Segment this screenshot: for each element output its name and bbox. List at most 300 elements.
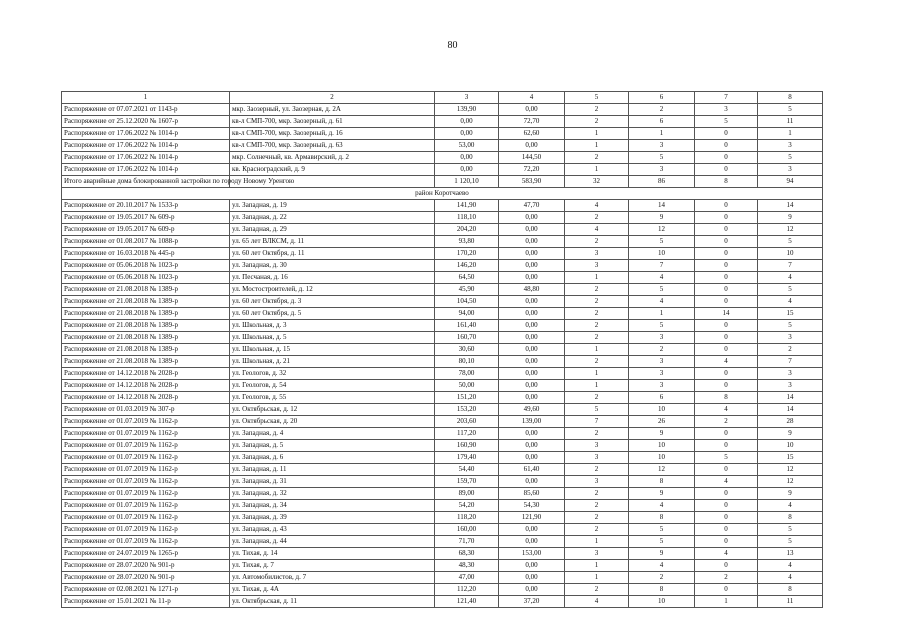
col-8-cell: 8 — [758, 512, 823, 524]
col-7-cell: 4 — [695, 548, 758, 560]
document-cell: Распоряжение от 01.07.2019 № 1162-р — [62, 524, 230, 536]
document-cell: Распоряжение от 01.07.2019 № 1162-р — [62, 428, 230, 440]
area-1-cell: 93,80 — [435, 236, 499, 248]
col-5-cell: 3 — [565, 476, 629, 488]
address-cell: ул. Песчаная, д. 16 — [230, 272, 435, 284]
area-1-cell: 204,20 — [435, 224, 499, 236]
col-7-cell: 1 — [695, 596, 758, 608]
column-number-7: 7 — [695, 92, 758, 104]
col-7-cell: 0 — [695, 236, 758, 248]
document-cell: Распоряжение от 01.07.2019 № 1162-р — [62, 452, 230, 464]
col-7-cell: 0 — [695, 128, 758, 140]
col-6-cell: 2 — [629, 344, 695, 356]
col-5-cell: 4 — [565, 596, 629, 608]
col-5-cell: 2 — [565, 296, 629, 308]
table-row — [62, 392, 823, 404]
address-cell: ул. Западная, д. 19 — [230, 200, 435, 212]
document-cell: Распоряжение от 01.07.2019 № 1162-р — [62, 512, 230, 524]
col-6-cell: 10 — [629, 248, 695, 260]
address-cell: ул. 60 лет Октября, д. 3 — [230, 296, 435, 308]
area-2-cell: 37,20 — [499, 596, 565, 608]
document-cell: Распоряжение от 14.12.2018 № 2028-р — [62, 392, 230, 404]
col-7-cell: 0 — [695, 272, 758, 284]
table-row — [62, 380, 823, 392]
area-2-cell: 0,00 — [499, 320, 565, 332]
table-row — [62, 212, 823, 224]
col-7-cell: 5 — [695, 452, 758, 464]
area-1-cell: 94,00 — [435, 308, 499, 320]
col-7-cell: 0 — [695, 164, 758, 176]
column-number-2: 2 — [230, 92, 435, 104]
col-8-cell: 3 — [758, 380, 823, 392]
area-2-cell: 0,00 — [499, 272, 565, 284]
col-5-cell: 2 — [565, 392, 629, 404]
col-8-cell: 3 — [758, 332, 823, 344]
col-7-cell: 0 — [695, 140, 758, 152]
table-row — [62, 236, 823, 248]
address-cell: ул. Западная, д. 29 — [230, 224, 435, 236]
address-cell: ул. Западная, д. 6 — [230, 452, 435, 464]
col-8-cell: 4 — [758, 572, 823, 584]
address-cell: ул. Западная, д. 31 — [230, 476, 435, 488]
table-row — [62, 344, 823, 356]
area-1-cell: 71,70 — [435, 536, 499, 548]
col-8-cell: 8 — [758, 584, 823, 596]
document-cell: Распоряжение от 17.06.2022 № 1014-р — [62, 140, 230, 152]
address-cell: ул. Западная, д. 43 — [230, 524, 435, 536]
col-5-cell: 3 — [565, 440, 629, 452]
col-8-cell: 7 — [758, 260, 823, 272]
col-6-cell: 4 — [629, 560, 695, 572]
col-8-cell: 10 — [758, 440, 823, 452]
document-cell: Распоряжение от 14.12.2018 № 2028-р — [62, 380, 230, 392]
col-8-cell: 14 — [758, 392, 823, 404]
area-1-cell: 141,90 — [435, 200, 499, 212]
address-cell: ул. Школьная, д. 3 — [230, 320, 435, 332]
col-5-cell: 2 — [565, 488, 629, 500]
column-number-1: 1 — [62, 92, 230, 104]
area-1-cell: 48,30 — [435, 560, 499, 572]
document-cell: Распоряжение от 19.05.2017 № 609-р — [62, 224, 230, 236]
address-cell: ул. Тихая, д. 14 — [230, 548, 435, 560]
document-cell: Распоряжение от 25.12.2020 № 1607-р — [62, 116, 230, 128]
area-2-cell: 0,00 — [499, 224, 565, 236]
col-5-cell: 1 — [565, 572, 629, 584]
col-5-cell: 1 — [565, 560, 629, 572]
area-1-cell: 159,70 — [435, 476, 499, 488]
area-1-cell: 80,10 — [435, 356, 499, 368]
table-body — [62, 92, 823, 608]
col-7-cell: 0 — [695, 296, 758, 308]
address-cell: ул. Тихая, д. 4А — [230, 584, 435, 596]
col-6-cell: 3 — [629, 356, 695, 368]
col-5-cell: 2 — [565, 500, 629, 512]
area-2-cell: 0,00 — [499, 572, 565, 584]
area-1-cell: 1 120,10 — [435, 176, 499, 188]
col-5-cell: 1 — [565, 536, 629, 548]
address-cell: ул. Октябрьская, д. 12 — [230, 404, 435, 416]
table-row — [62, 440, 823, 452]
area-2-cell: 153,00 — [499, 548, 565, 560]
area-1-cell: 146,20 — [435, 260, 499, 272]
col-6-cell: 12 — [629, 224, 695, 236]
col-5-cell: 2 — [565, 284, 629, 296]
col-8-cell: 5 — [758, 524, 823, 536]
area-2-cell: 0,00 — [499, 560, 565, 572]
area-2-cell: 0,00 — [499, 584, 565, 596]
area-2-cell: 0,00 — [499, 260, 565, 272]
table-row — [62, 596, 823, 608]
document-cell: Распоряжение от 01.07.2019 № 1162-р — [62, 488, 230, 500]
document-cell: Распоряжение от 28.07.2020 № 901-р — [62, 560, 230, 572]
col-8-cell: 12 — [758, 476, 823, 488]
address-cell: ул. Геологов, д. 55 — [230, 392, 435, 404]
address-cell: мкр. Заозерный, ул. Заозерная, д. 2А — [230, 104, 435, 116]
area-2-cell: 0,00 — [499, 248, 565, 260]
area-1-cell: 68,30 — [435, 548, 499, 560]
col-7-cell: 0 — [695, 500, 758, 512]
col-6-cell: 5 — [629, 320, 695, 332]
table-row — [62, 476, 823, 488]
area-2-cell: 72,70 — [499, 116, 565, 128]
col-6-cell: 10 — [629, 404, 695, 416]
table-row — [62, 404, 823, 416]
area-1-cell: 161,40 — [435, 320, 499, 332]
col-7-cell: 14 — [695, 308, 758, 320]
document-cell: Распоряжение от 01.07.2019 № 1162-р — [62, 464, 230, 476]
col-7-cell: 0 — [695, 512, 758, 524]
col-8-cell: 4 — [758, 296, 823, 308]
col-5-cell: 2 — [565, 524, 629, 536]
table-row — [62, 272, 823, 284]
area-1-cell: 121,40 — [435, 596, 499, 608]
page-number: 80 — [447, 40, 458, 51]
area-1-cell: 170,20 — [435, 248, 499, 260]
address-cell: ул. Тихая, д. 7 — [230, 560, 435, 572]
col-7-cell: 8 — [695, 176, 758, 188]
address-cell: ул. Западная, д. 39 — [230, 512, 435, 524]
registry-table — [61, 91, 823, 608]
area-1-cell: 47,00 — [435, 572, 499, 584]
col-8-cell: 12 — [758, 224, 823, 236]
col-7-cell: 0 — [695, 368, 758, 380]
col-6-cell: 1 — [629, 308, 695, 320]
address-cell: ул. Октябрьская, д. 20 — [230, 416, 435, 428]
area-2-cell: 0,00 — [499, 368, 565, 380]
area-2-cell: 0,00 — [499, 440, 565, 452]
col-6-cell: 5 — [629, 152, 695, 164]
address-cell: ул. 65 лет ВЛКСМ, д. 11 — [230, 236, 435, 248]
col-8-cell: 4 — [758, 560, 823, 572]
col-7-cell: 5 — [695, 116, 758, 128]
document-cell: Распоряжение от 16.03.2018 № 445-р — [62, 248, 230, 260]
address-cell: ул. Западная, д. 32 — [230, 488, 435, 500]
col-7-cell: 0 — [695, 224, 758, 236]
table-row — [62, 368, 823, 380]
area-1-cell: 54,40 — [435, 464, 499, 476]
col-6-cell: 26 — [629, 416, 695, 428]
document-cell: Распоряжение от 21.08.2018 № 1389-р — [62, 296, 230, 308]
col-6-cell: 10 — [629, 596, 695, 608]
table-row — [62, 488, 823, 500]
table-row — [62, 260, 823, 272]
col-8-cell: 5 — [758, 104, 823, 116]
address-cell: ул. Западная, д. 30 — [230, 260, 435, 272]
table-row — [62, 356, 823, 368]
col-8-cell: 5 — [758, 536, 823, 548]
address-cell: ул. Западная, д. 5 — [230, 440, 435, 452]
document-cell: Распоряжение от 01.07.2019 № 1162-р — [62, 440, 230, 452]
col-6-cell: 3 — [629, 164, 695, 176]
document-cell: Распоряжение от 24.07.2019 № 1265-р — [62, 548, 230, 560]
area-2-cell: 0,00 — [499, 476, 565, 488]
table-row — [62, 308, 823, 320]
area-2-cell: 0,00 — [499, 344, 565, 356]
column-number-6: 6 — [629, 92, 695, 104]
col-6-cell: 5 — [629, 536, 695, 548]
area-2-cell: 47,70 — [499, 200, 565, 212]
col-8-cell: 28 — [758, 416, 823, 428]
address-cell: ул. Западная, д. 22 — [230, 212, 435, 224]
area-1-cell: 203,60 — [435, 416, 499, 428]
table-row — [62, 452, 823, 464]
col-8-cell: 13 — [758, 548, 823, 560]
col-6-cell: 9 — [629, 428, 695, 440]
col-5-cell: 2 — [565, 104, 629, 116]
area-1-cell: 118,10 — [435, 212, 499, 224]
area-2-cell: 0,00 — [499, 212, 565, 224]
col-5-cell: 1 — [565, 272, 629, 284]
col-6-cell: 9 — [629, 488, 695, 500]
col-7-cell: 4 — [695, 404, 758, 416]
area-1-cell: 160,70 — [435, 332, 499, 344]
document-cell: Распоряжение от 21.08.2018 № 1389-р — [62, 284, 230, 296]
area-1-cell: 54,20 — [435, 500, 499, 512]
area-1-cell: 50,00 — [435, 380, 499, 392]
col-5-cell: 1 — [565, 140, 629, 152]
area-2-cell: 0,00 — [499, 536, 565, 548]
document-cell: Распоряжение от 19.05.2017 № 609-р — [62, 212, 230, 224]
document-cell: Распоряжение от 05.06.2018 № 1023-р — [62, 272, 230, 284]
col-7-cell: 0 — [695, 212, 758, 224]
col-5-cell: 2 — [565, 512, 629, 524]
col-6-cell: 12 — [629, 464, 695, 476]
col-7-cell: 0 — [695, 560, 758, 572]
col-7-cell: 8 — [695, 392, 758, 404]
area-2-cell: 0,00 — [499, 104, 565, 116]
col-8-cell: 5 — [758, 284, 823, 296]
col-6-cell: 3 — [629, 140, 695, 152]
col-7-cell: 0 — [695, 584, 758, 596]
col-7-cell: 0 — [695, 464, 758, 476]
col-5-cell: 2 — [565, 428, 629, 440]
address-cell: ул. Западная, д. 4 — [230, 428, 435, 440]
section-row — [62, 188, 823, 200]
table-row — [62, 116, 823, 128]
col-7-cell: 4 — [695, 476, 758, 488]
area-2-cell: 139,00 — [499, 416, 565, 428]
area-1-cell: 64,50 — [435, 272, 499, 284]
col-5-cell: 2 — [565, 236, 629, 248]
col-7-cell: 3 — [695, 104, 758, 116]
area-2-cell: 0,00 — [499, 380, 565, 392]
document-cell: Распоряжение от 17.06.2022 № 1014-р — [62, 164, 230, 176]
address-cell: ул. Западная, д. 44 — [230, 536, 435, 548]
col-6-cell: 2 — [629, 572, 695, 584]
col-5-cell: 1 — [565, 380, 629, 392]
col-5-cell: 1 — [565, 128, 629, 140]
table-row — [62, 464, 823, 476]
col-6-cell: 4 — [629, 500, 695, 512]
table-row — [62, 104, 823, 116]
address-cell: мкр. Солнечный, кв. Армавирский, д. 2 — [230, 152, 435, 164]
col-6-cell: 6 — [629, 392, 695, 404]
document-cell: Распоряжение от 21.08.2018 № 1389-р — [62, 344, 230, 356]
address-cell: ул. Школьная, д. 5 — [230, 332, 435, 344]
document-cell: Распоряжение от 17.06.2022 № 1014-р — [62, 128, 230, 140]
col-5-cell: 3 — [565, 452, 629, 464]
col-6-cell: 3 — [629, 368, 695, 380]
col-5-cell: 3 — [565, 260, 629, 272]
area-1-cell: 78,00 — [435, 368, 499, 380]
col-6-cell: 8 — [629, 476, 695, 488]
col-8-cell: 1 — [758, 128, 823, 140]
col-6-cell: 14 — [629, 200, 695, 212]
area-2-cell: 0,00 — [499, 428, 565, 440]
col-8-cell: 3 — [758, 164, 823, 176]
col-6-cell: 3 — [629, 380, 695, 392]
col-5-cell: 4 — [565, 224, 629, 236]
table-row — [62, 284, 823, 296]
table-row — [62, 164, 823, 176]
document-cell: Распоряжение от 01.07.2019 № 1162-р — [62, 536, 230, 548]
col-6-cell: 10 — [629, 440, 695, 452]
table-row — [62, 140, 823, 152]
area-2-cell: 62,60 — [499, 128, 565, 140]
col-8-cell: 7 — [758, 356, 823, 368]
col-7-cell: 2 — [695, 572, 758, 584]
col-5-cell: 2 — [565, 212, 629, 224]
column-number-4: 4 — [499, 92, 565, 104]
col-8-cell: 5 — [758, 236, 823, 248]
table-row — [62, 560, 823, 572]
area-1-cell: 0,00 — [435, 164, 499, 176]
col-8-cell: 4 — [758, 500, 823, 512]
column-number-8: 8 — [758, 92, 823, 104]
col-6-cell: 5 — [629, 284, 695, 296]
address-cell: ул. Западная, д. 11 — [230, 464, 435, 476]
col-6-cell: 4 — [629, 272, 695, 284]
col-6-cell: 5 — [629, 236, 695, 248]
area-2-cell: 144,50 — [499, 152, 565, 164]
document-cell: Распоряжение от 21.08.2018 № 1389-р — [62, 356, 230, 368]
col-5-cell: 2 — [565, 308, 629, 320]
document-cell: Распоряжение от 01.07.2019 № 1162-р — [62, 416, 230, 428]
area-2-cell: 0,00 — [499, 392, 565, 404]
col-5-cell: 2 — [565, 584, 629, 596]
area-1-cell: 53,00 — [435, 140, 499, 152]
address-cell: кв-л СМП-700, мкр. Заозерный, д. 16 — [230, 128, 435, 140]
document-cell: Распоряжение от 02.08.2021 № 1271-р — [62, 584, 230, 596]
area-2-cell: 85,60 — [499, 488, 565, 500]
address-cell: кв-л СМП-700, мкр. Заозерный, д. 63 — [230, 140, 435, 152]
area-1-cell: 179,40 — [435, 452, 499, 464]
area-2-cell: 0,00 — [499, 296, 565, 308]
area-2-cell: 0,00 — [499, 308, 565, 320]
col-5-cell: 2 — [565, 116, 629, 128]
col-6-cell: 7 — [629, 260, 695, 272]
table-row — [62, 248, 823, 260]
document-cell: Распоряжение от 07.07.2021 от 1143-р — [62, 104, 230, 116]
col-6-cell: 1 — [629, 128, 695, 140]
col-6-cell: 86 — [629, 176, 695, 188]
col-5-cell: 1 — [565, 344, 629, 356]
table-row — [62, 152, 823, 164]
total-row — [62, 176, 823, 188]
area-1-cell: 153,20 — [435, 404, 499, 416]
col-5-cell: 2 — [565, 356, 629, 368]
col-7-cell: 0 — [695, 152, 758, 164]
col-7-cell: 0 — [695, 488, 758, 500]
col-8-cell: 9 — [758, 212, 823, 224]
area-2-cell: 0,00 — [499, 332, 565, 344]
col-7-cell: 0 — [695, 440, 758, 452]
col-8-cell: 11 — [758, 116, 823, 128]
section-title: район Коротчаево — [62, 188, 823, 200]
col-8-cell: 3 — [758, 368, 823, 380]
document-cell: Распоряжение от 01.07.2019 № 1162-р — [62, 500, 230, 512]
col-5-cell: 5 — [565, 404, 629, 416]
col-8-cell: 5 — [758, 320, 823, 332]
address-cell: ул. Геологов, д. 54 — [230, 380, 435, 392]
col-5-cell: 2 — [565, 332, 629, 344]
document-cell: Распоряжение от 17.06.2022 № 1014-р — [62, 152, 230, 164]
col-5-cell: 2 — [565, 464, 629, 476]
col-5-cell: 1 — [565, 164, 629, 176]
col-7-cell: 0 — [695, 284, 758, 296]
col-5-cell: 7 — [565, 416, 629, 428]
col-5-cell: 3 — [565, 548, 629, 560]
area-1-cell: 89,00 — [435, 488, 499, 500]
area-2-cell: 0,00 — [499, 524, 565, 536]
address-cell: ул. Автомобилистов, д. 7 — [230, 572, 435, 584]
col-7-cell: 0 — [695, 320, 758, 332]
area-1-cell: 30,60 — [435, 344, 499, 356]
area-2-cell: 0,00 — [499, 236, 565, 248]
col-5-cell: 3 — [565, 248, 629, 260]
col-7-cell: 4 — [695, 356, 758, 368]
col-8-cell: 9 — [758, 488, 823, 500]
col-8-cell: 15 — [758, 308, 823, 320]
col-8-cell: 12 — [758, 464, 823, 476]
area-2-cell: 49,60 — [499, 404, 565, 416]
document-cell: Распоряжение от 01.03.2019 № 307-р — [62, 404, 230, 416]
address-cell: ул. Октябрьская, д. 11 — [230, 596, 435, 608]
col-8-cell: 15 — [758, 452, 823, 464]
col-6-cell: 3 — [629, 332, 695, 344]
area-1-cell: 0,00 — [435, 116, 499, 128]
area-1-cell: 117,20 — [435, 428, 499, 440]
table-row — [62, 512, 823, 524]
area-2-cell: 0,00 — [499, 140, 565, 152]
table-row — [62, 128, 823, 140]
col-8-cell: 14 — [758, 200, 823, 212]
col-6-cell: 9 — [629, 548, 695, 560]
document-cell: Распоряжение от 20.10.2017 № 1533-р — [62, 200, 230, 212]
col-8-cell: 9 — [758, 428, 823, 440]
address-cell: ул. 60 лет Октября, д. 11 — [230, 248, 435, 260]
col-7-cell: 0 — [695, 260, 758, 272]
